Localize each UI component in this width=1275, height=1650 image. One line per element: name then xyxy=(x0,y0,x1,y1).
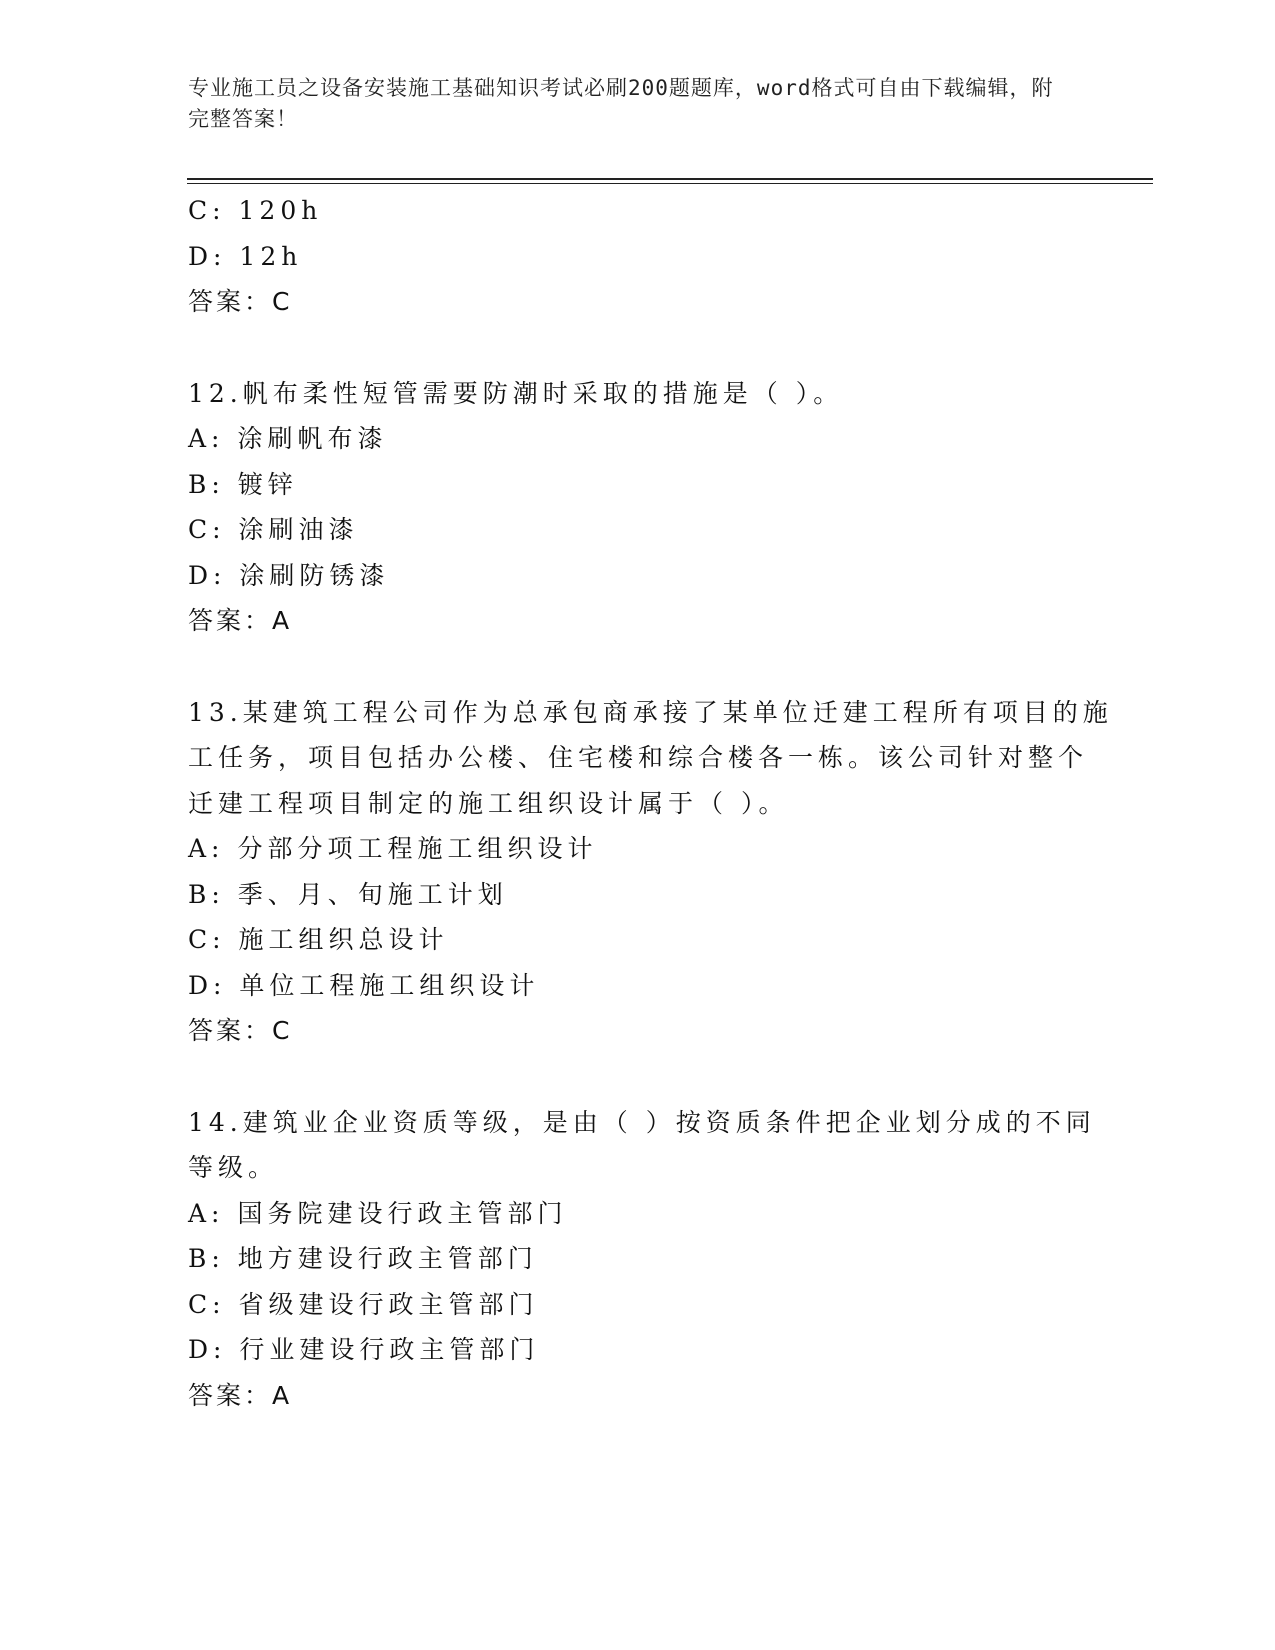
question-stem xyxy=(188,690,1113,736)
question-text-line-2: 等级。 xyxy=(188,1153,279,1182)
question-text-line-1: 建筑业企业资质等级，是由（ ）按资质条件把企业划分成的不同 xyxy=(242,1107,1096,1137)
option-label: D: xyxy=(188,1335,227,1364)
option-text: 涂刷油漆 xyxy=(238,515,359,544)
option-text: 单位工程施工组织设计 xyxy=(239,970,540,1000)
spacer xyxy=(188,644,1088,690)
option-text: 施工组织总设计 xyxy=(238,925,449,954)
spacer xyxy=(188,1054,1088,1100)
option-label: C: xyxy=(188,1289,226,1319)
question-text-line-3: 迁建工程项目制定的施工组织设计属于（ ）。 xyxy=(188,788,789,818)
option-text: 镀锌 xyxy=(237,469,298,499)
option-label: C: xyxy=(188,925,226,954)
option-a xyxy=(188,1191,1088,1237)
option-label: A: xyxy=(188,1198,225,1228)
option-a xyxy=(188,826,1088,872)
option-text: 地方建设行政主管部门 xyxy=(237,1244,538,1273)
option-label: D: xyxy=(188,241,227,271)
option-text: 涂刷防锈漆 xyxy=(239,560,390,590)
header-divider-thick xyxy=(187,178,1153,180)
option-d xyxy=(188,963,1088,1009)
question-number: 12. xyxy=(188,378,243,408)
question-text-line-1: 某建筑工程公司作为总承包商承接了某单位迁建工程所有项目的施 xyxy=(242,697,1113,727)
question-stem xyxy=(188,1100,1096,1146)
option-b xyxy=(188,462,1088,508)
page-header xyxy=(188,73,1068,135)
option-c xyxy=(188,917,1088,963)
option-text: 涂刷帆布漆 xyxy=(237,424,388,453)
answer-line: 答案：A xyxy=(188,1380,293,1410)
option-label: A: xyxy=(188,424,225,453)
previous-question-tail xyxy=(188,188,1088,325)
option-c xyxy=(188,1282,1088,1328)
option-c xyxy=(188,188,1088,234)
option-d xyxy=(188,234,1088,280)
option-label: D: xyxy=(188,970,227,1000)
option-label: C: xyxy=(188,196,226,225)
question-number: 13. xyxy=(188,697,243,727)
answer-line: 答案：C xyxy=(188,287,293,316)
question-stem xyxy=(188,371,1088,417)
option-b xyxy=(188,872,1088,918)
question-number: 14. xyxy=(188,1107,243,1137)
question-14 xyxy=(188,1100,1096,1419)
option-label: B: xyxy=(188,1244,225,1273)
option-label: A: xyxy=(188,834,225,863)
option-label: B: xyxy=(188,879,225,909)
option-text: 省级建设行政主管部门 xyxy=(238,1289,539,1319)
option-text: 12h xyxy=(239,241,303,271)
option-text: 国务院建设行政主管部门 xyxy=(237,1198,568,1228)
option-label: D: xyxy=(188,560,227,590)
header-divider-thin xyxy=(187,183,1153,184)
option-text: 季、月、旬施工计划 xyxy=(237,879,508,909)
answer-line: 答案：A xyxy=(188,606,293,635)
option-text: 分部分项工程施工组织设计 xyxy=(237,834,598,863)
option-b xyxy=(188,1236,1088,1282)
spacer xyxy=(188,325,1088,371)
header-title: 专业施工员之设备安装施工基础知识考试必刷200题题库，word格式可自由下载编辑，附完整答案！ xyxy=(188,76,1054,131)
option-text: 行业建设行政主管部门 xyxy=(239,1335,540,1364)
option-d xyxy=(188,553,1088,599)
option-label: C: xyxy=(188,515,226,544)
answer-line: 答案：C xyxy=(188,1016,293,1045)
option-a xyxy=(188,416,1088,462)
question-13 xyxy=(188,690,1113,1054)
question-12 xyxy=(188,371,1088,644)
option-c xyxy=(188,507,1088,553)
option-d xyxy=(188,1327,1088,1373)
option-text: 120h xyxy=(238,196,323,225)
option-label: B: xyxy=(188,469,225,499)
question-list xyxy=(188,188,1113,1418)
question-text: 帆布柔性短管需要防潮时采取的措施是（ ）。 xyxy=(242,378,844,408)
question-text-line-2: 工任务，项目包括办公楼、住宅楼和综合楼各一栋。该公司针对整个 xyxy=(188,743,1089,772)
